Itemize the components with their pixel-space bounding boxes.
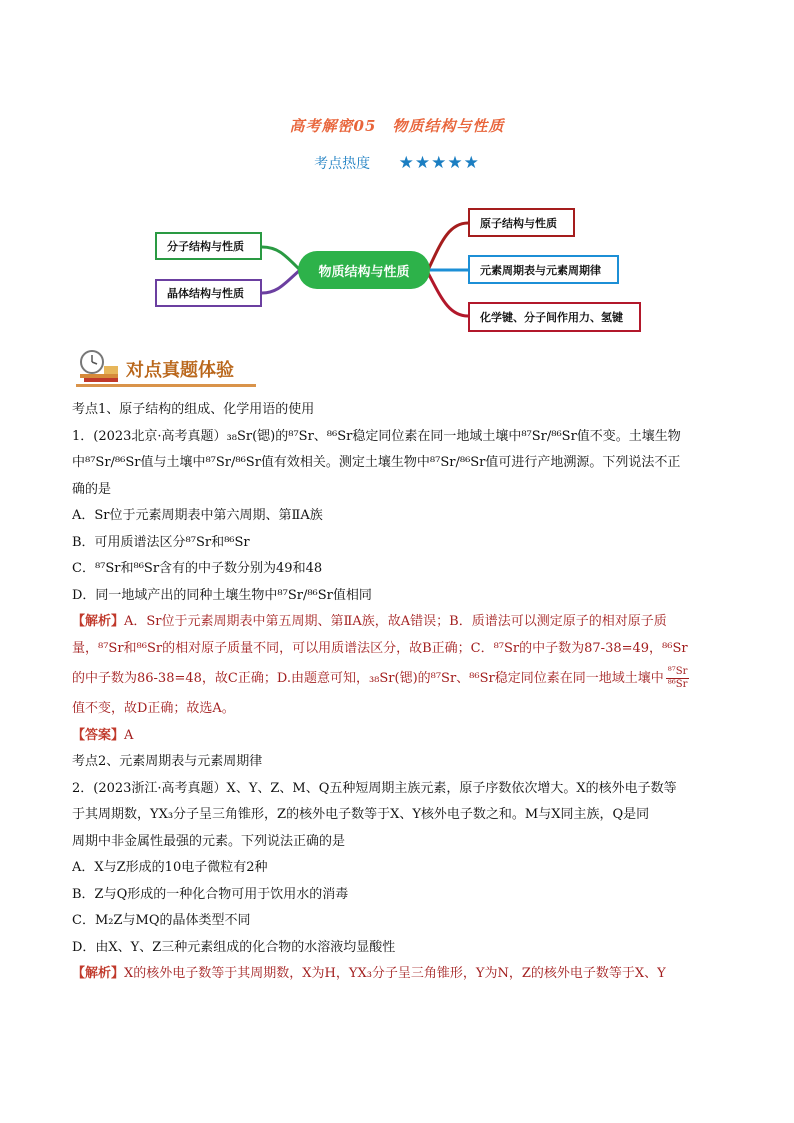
mindmap-node-molecular: 分子结构与性质 bbox=[155, 232, 262, 260]
analysis-tag: 【解析】 bbox=[72, 966, 125, 981]
mindmap-node-crystal: 晶体结构与性质 bbox=[155, 279, 262, 307]
question-2-stem-line-3: 周期中非金属性最强的元素。下列说法正确的是 bbox=[72, 833, 346, 849]
analysis-text: X的核外电子数等于其周期数，X为H，YX₃分子呈三角锥形，Y为N，Z的核外电子数等于X、Y bbox=[124, 966, 666, 981]
heat-rating bbox=[0, 153, 794, 173]
ratio-fraction bbox=[666, 666, 690, 691]
connector-left-1 bbox=[262, 247, 300, 270]
star-rating-icon: ★★★★★ bbox=[398, 153, 480, 173]
question-1-answer bbox=[72, 723, 734, 750]
connector-left-2 bbox=[262, 270, 300, 293]
question-1-option-a: A．Sr位于元素周期表中第六周期、第ⅡA族 bbox=[72, 508, 323, 523]
question-1-option-c: C．⁸⁷Sr和⁸⁶Sr含有的中子数分别为49和48 bbox=[72, 561, 323, 576]
fraction-denominator: ⁸⁶Sr bbox=[667, 679, 688, 690]
section-title: 对点真题体验 bbox=[126, 360, 234, 381]
mindmap-node-bonds: 化学键、分子间作用力、氢键 bbox=[468, 302, 641, 332]
mindmap-center-node: 物质结构与性质 bbox=[298, 251, 430, 289]
topic-heading-1: 考点1、原子结构的组成、化学用语的使用 bbox=[72, 402, 315, 417]
question-1-option-d: D．同一地域产出的同种土壤生物中⁸⁷Sr/⁸⁶Sr值相同 bbox=[72, 587, 372, 603]
question-2-option-a: A．X与Z形成的10电子微粒有2种 bbox=[72, 860, 268, 875]
question-1-analysis-line-3 bbox=[72, 662, 734, 696]
question-1-stem-line-3: 确的是 bbox=[72, 481, 112, 497]
question-1-analysis-line-2: 量，⁸⁷Sr和⁸⁶Sr的相对原子质量不同，可以用质谱法区分，故B正确；C．⁸⁷Sr的中子数为87-38=49，⁸⁶Sr bbox=[72, 640, 688, 656]
mindmap-node-periodic: 元素周期表与元素周期律 bbox=[468, 255, 619, 284]
question-content bbox=[72, 397, 734, 988]
section-underline bbox=[76, 384, 256, 387]
analysis-text: A．Sr位于元素周期表中第五周期、第ⅡA族，故A错误；B．质谱法可以测定原子的相对原子质 bbox=[124, 614, 667, 629]
question-2-analysis-line-1 bbox=[72, 961, 734, 988]
answer-tag: 【答案】 bbox=[72, 727, 125, 743]
connector-right-3 bbox=[428, 273, 468, 316]
question-2-option-c: C．M₂Z与MQ的晶体类型不同 bbox=[72, 913, 251, 928]
question-1-stem-line-2: 中⁸⁷Sr/⁸⁶Sr值与土壤中⁸⁷Sr/⁸⁶Sr值有效相关。测定土壤生物中⁸⁷Sr/⁸⁶Sr值可进行产地溯源。下列说法不正 bbox=[72, 455, 681, 470]
question-1-analysis-line-1 bbox=[72, 609, 734, 636]
question-1-stem-line-1: 1．(2023北京·高考真题）₃₈Sr(锶)的⁸⁷Sr、⁸⁶Sr稳定同位素在同一地域土壤中⁸⁷Sr/⁸⁶Sr值不变。土壤生物 bbox=[72, 428, 681, 444]
question-2-stem-line-2: 于其周期数，YX₃分子呈三角锥形，Z的核外电子数等于X、Y核外电子数之和。M与X同主族，Q是同 bbox=[72, 807, 650, 822]
analysis-tag: 【解析】 bbox=[72, 614, 125, 629]
clock-books-icon bbox=[76, 348, 122, 384]
mindmap-node-atomic: 原子结构与性质 bbox=[468, 208, 575, 237]
question-2-stem-line-1: 2．(2023浙江·高考真题）X、Y、Z、M、Q五种短周期主族元素，原子序数依次增大。X的核外电子数等 bbox=[72, 780, 677, 796]
question-1-option-b: B．可用质谱法区分⁸⁷Sr和⁸⁶Sr bbox=[72, 534, 250, 550]
fraction-numerator: ⁸⁷Sr bbox=[667, 666, 688, 677]
section-heading bbox=[76, 348, 256, 388]
page-title: 高考解密05 物质结构与性质 bbox=[289, 117, 505, 135]
analysis-text: 的中子数为86-38=48，故C正确；D.由题意可知，₃₈Sr(锶)的⁸⁷Sr、⁸⁶Sr稳定同位素在同一地域土壤中 bbox=[72, 671, 664, 686]
question-2-option-d: D．由X、Y、Z三种元素组成的化合物的水溶液均显酸性 bbox=[72, 939, 396, 955]
heat-label: 考点热度 bbox=[314, 156, 371, 172]
question-2-option-b: B．Z与Q形成的一种化合物可用于饮用水的消毒 bbox=[72, 886, 349, 902]
question-1-analysis-line-4: 值不变，故D正确；故选A。 bbox=[72, 701, 235, 716]
connector-right-1 bbox=[428, 223, 468, 270]
topic-heading-2: 考点2、元素周期表与元素周期律 bbox=[72, 754, 263, 769]
answer-value: A bbox=[124, 727, 134, 743]
